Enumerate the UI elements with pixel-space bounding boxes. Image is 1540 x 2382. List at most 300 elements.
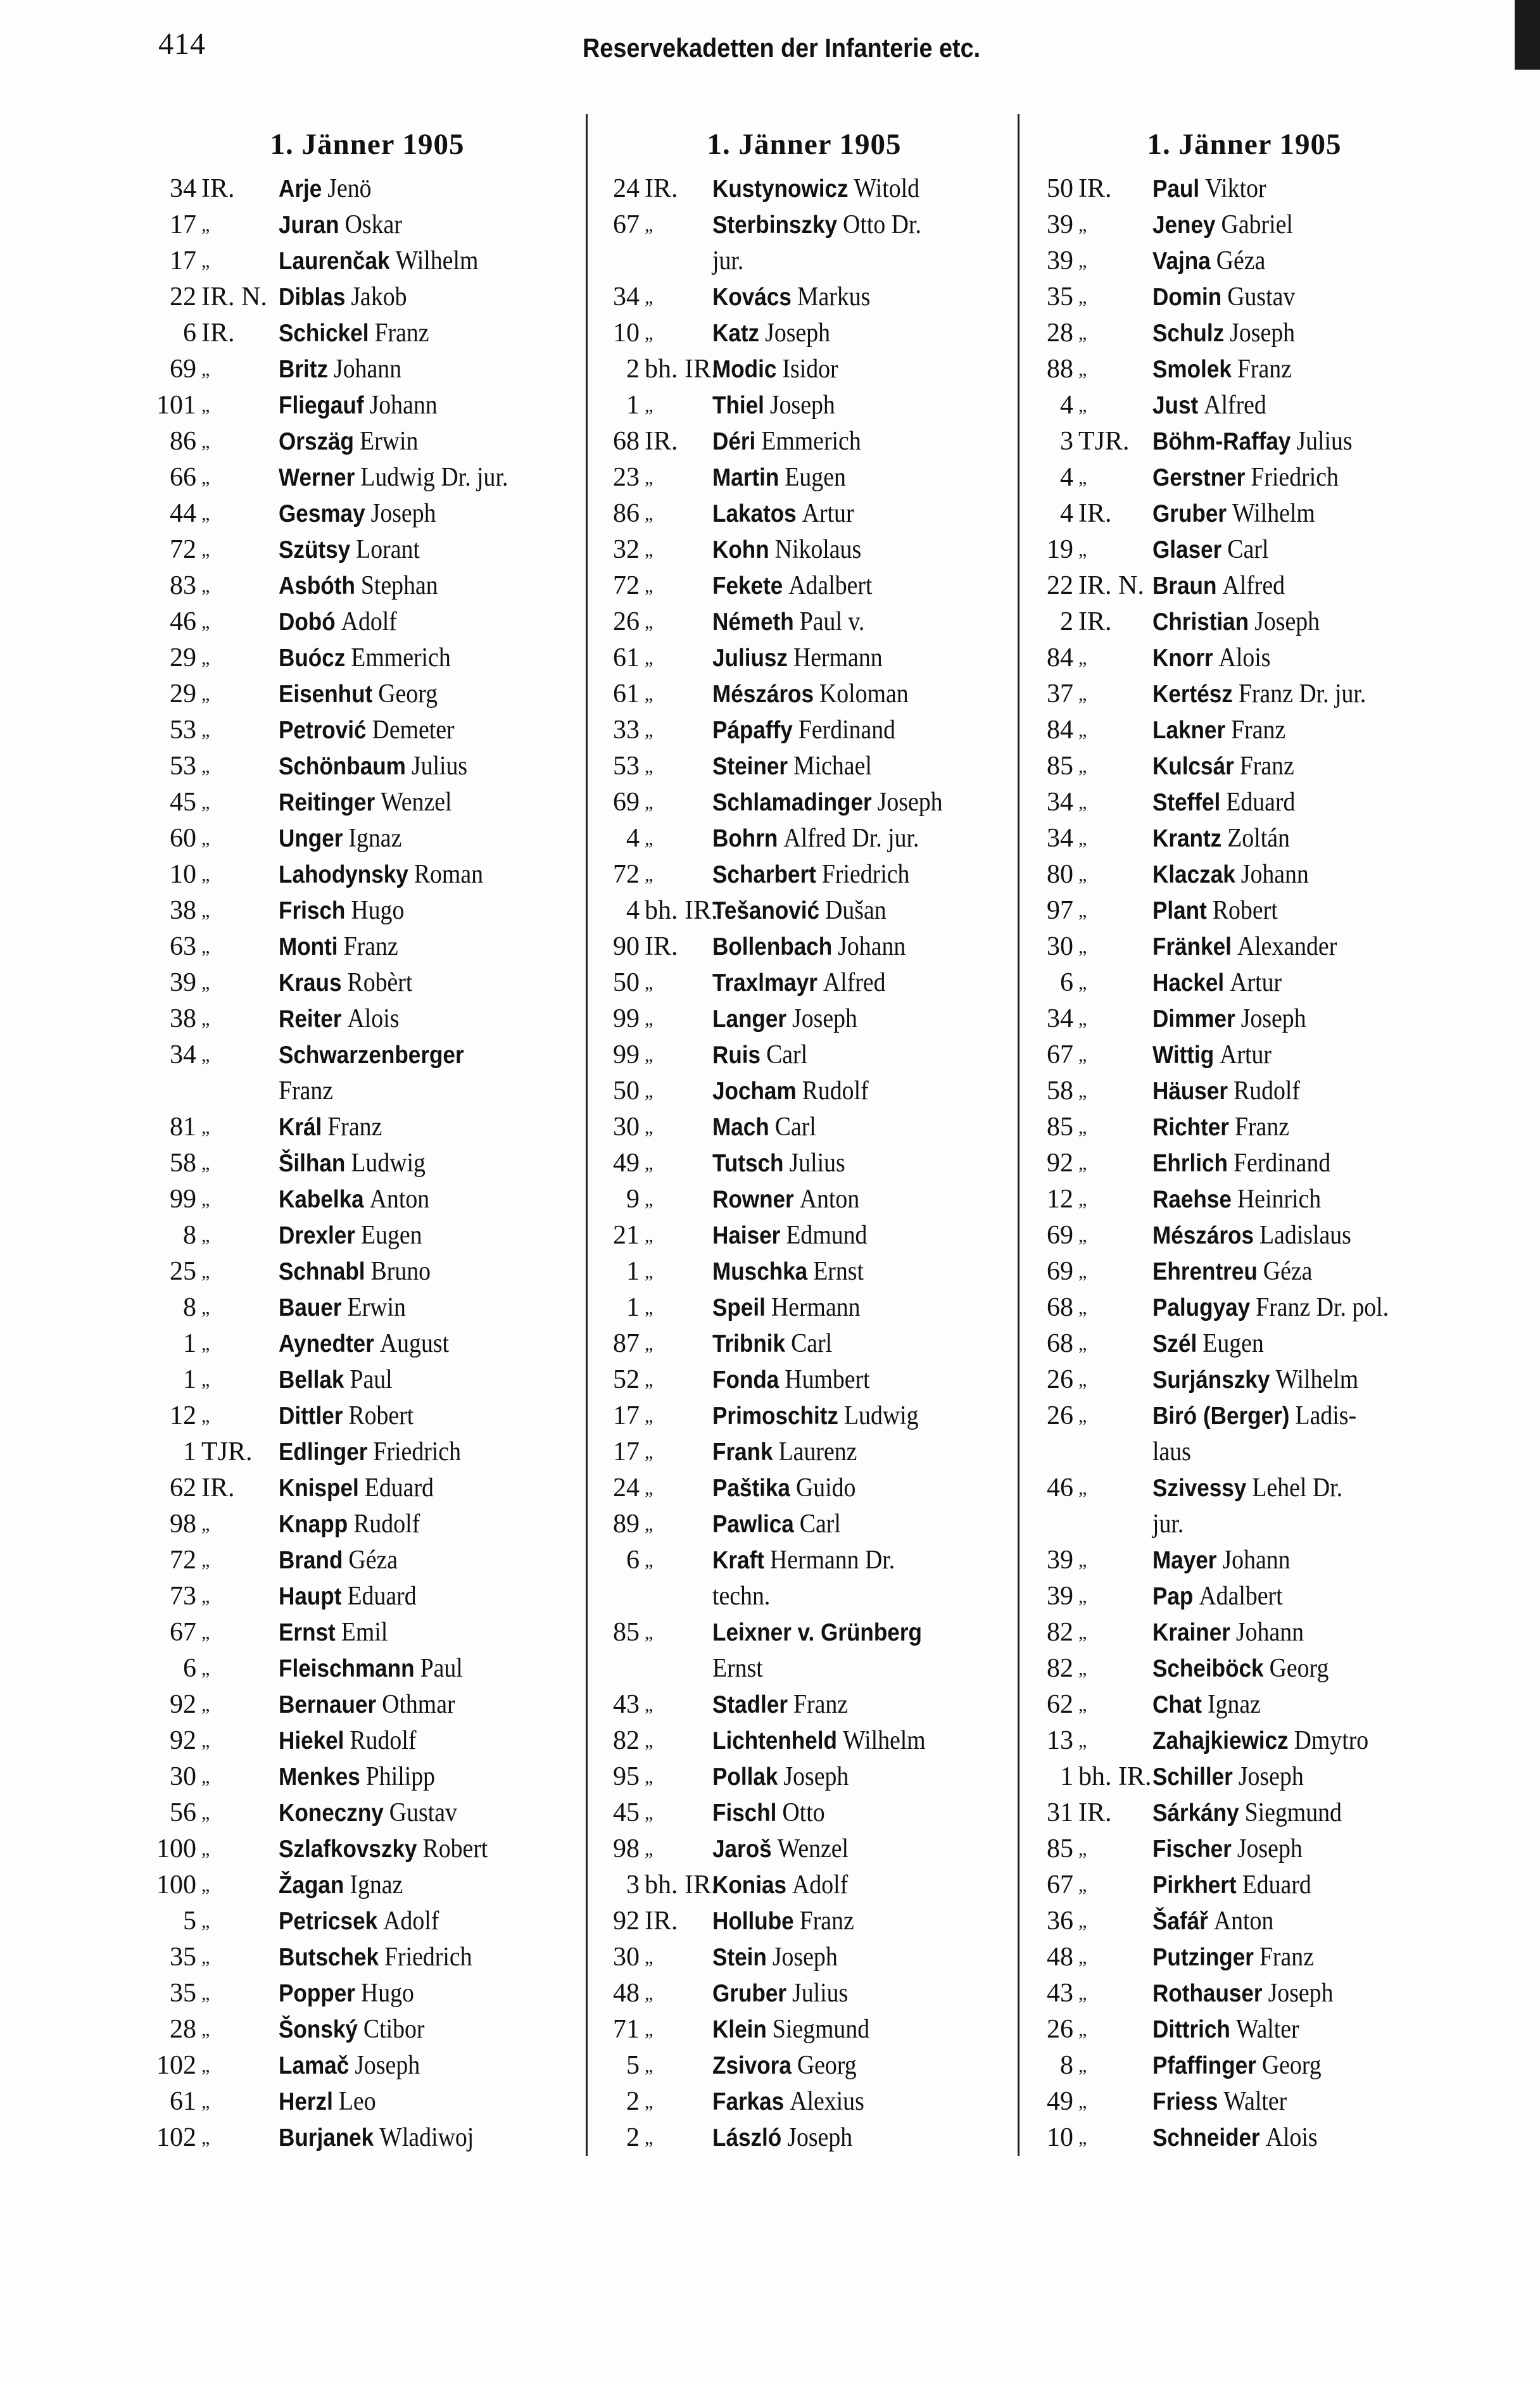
regiment-type: „ — [1078, 1658, 1087, 1679]
cadet-name — [1152, 568, 1285, 604]
entry-row — [152, 532, 583, 568]
entry-row — [1029, 785, 1460, 821]
regiment-type: „ — [201, 395, 210, 416]
regiment-type: „ — [645, 1333, 653, 1354]
surname: Arje — [279, 175, 322, 203]
given-name: Otto Dr. — [843, 210, 921, 239]
entry-row — [1029, 1073, 1460, 1109]
surname: Buócz — [279, 645, 346, 672]
given-name: Lorant — [356, 535, 420, 564]
entry-row — [152, 1037, 583, 1073]
cadet-name — [1152, 748, 1294, 785]
entry-row — [152, 893, 583, 929]
surname: Britz — [279, 356, 329, 383]
cadet-name — [712, 1001, 857, 1037]
cadet-name — [279, 1218, 422, 1254]
given-name: Franz — [1234, 1112, 1290, 1142]
given-name: Paul — [420, 1654, 463, 1683]
surname: Braun — [1152, 572, 1217, 600]
entry-row — [595, 1939, 1013, 1976]
cadet-name — [1152, 1579, 1283, 1615]
cadet-name — [279, 532, 420, 568]
entry-row — [595, 1434, 1013, 1470]
surname: Kertész — [1152, 681, 1233, 708]
cadet-name — [712, 2012, 869, 2048]
cadet-name — [279, 640, 451, 676]
regiment-number: 86 — [613, 499, 640, 528]
regiment-number: 53 — [170, 715, 196, 745]
surname: Kulcsár — [1152, 753, 1234, 780]
given-name: Alfred — [823, 968, 886, 997]
cadet-name — [712, 388, 835, 424]
given-name: Humbert — [785, 1365, 870, 1394]
regiment-type: „ — [201, 1875, 210, 1896]
cadet-name — [1152, 1037, 1272, 1073]
surname: Szivessy — [1152, 1475, 1247, 1502]
regiment-number: 39 — [1047, 1546, 1073, 1575]
cadet-name — [712, 821, 919, 857]
surname: Král — [279, 1114, 322, 1141]
entry-row — [595, 1687, 1013, 1723]
regiment-type: „ — [645, 973, 653, 993]
given-name: Erwin — [347, 1293, 406, 1322]
surname: Schönbaum — [279, 753, 406, 780]
regiment-number: 5 — [183, 1906, 196, 1936]
regiment-type: „ — [645, 1045, 653, 1066]
regiment-type: „ — [201, 1225, 210, 1246]
given-name: Georg — [1261, 2051, 1322, 2080]
regiment-type: „ — [645, 2091, 653, 2112]
regiment-number: 60 — [170, 824, 196, 853]
entry-row — [1029, 1579, 1460, 1615]
given-name: Heinrich — [1237, 1185, 1322, 1214]
regiment-number: 30 — [170, 1762, 196, 1791]
surname: Fleischmann — [279, 1655, 415, 1682]
regiment-type: IR. N. — [201, 282, 267, 312]
regiment-number: 67 — [170, 1618, 196, 1647]
regiment-type: „ — [1078, 323, 1087, 344]
regiment-number: 87 — [613, 1329, 640, 1358]
cadet-name — [1152, 1542, 1291, 1579]
regiment-number: 39 — [170, 968, 196, 997]
regiment-type: „ — [645, 1478, 653, 1499]
given-name: Anton — [1213, 1906, 1274, 1936]
regiment-type: „ — [1078, 1911, 1087, 1932]
column-heading: 1. Jänner 1905 — [270, 128, 465, 161]
entry-list — [1029, 171, 1460, 2156]
cadet-name — [1152, 1939, 1314, 1976]
regiment-type: „ — [645, 1297, 653, 1318]
surname: Fonda — [712, 1366, 779, 1394]
regiment-number: 8 — [1060, 2051, 1073, 2080]
surname: Petricsek — [279, 1908, 378, 1935]
regiment-type: „ — [1078, 287, 1087, 308]
given-name: August — [379, 1329, 450, 1358]
cadet-name — [279, 1001, 399, 1037]
surname: Tribnik — [712, 1330, 786, 1358]
regiment-type: „ — [645, 1550, 653, 1571]
regiment-type: „ — [201, 1153, 210, 1174]
regiment-number: 10 — [170, 860, 196, 889]
entry-row — [1029, 315, 1460, 351]
given-name: Rudolf — [350, 1726, 417, 1755]
entry-row — [152, 1362, 583, 1398]
entry-row — [1029, 1759, 1460, 1795]
given-name: Johann — [1240, 860, 1309, 889]
cadet-name — [712, 424, 861, 460]
given-name: Gustav — [1227, 282, 1296, 312]
regiment-number: 38 — [170, 1004, 196, 1033]
surname: Domin — [1152, 284, 1222, 311]
regiment-number: 100 — [156, 1834, 196, 1863]
regiment-number: 43 — [1047, 1979, 1073, 2008]
surname: Knorr — [1152, 645, 1213, 672]
given-name: Ludwig — [351, 1149, 426, 1178]
given-name: Artur — [1230, 968, 1282, 997]
given-name: Carl — [766, 1040, 808, 1069]
cadet-name — [1152, 785, 1295, 821]
entry-row — [1029, 568, 1460, 604]
given-name: Eduard — [347, 1582, 417, 1611]
cadet-name — [712, 568, 872, 604]
given-name: Joseph — [792, 1004, 857, 1033]
entry-row — [152, 1867, 583, 1903]
entry-row — [152, 1109, 583, 1145]
regiment-type: „ — [1078, 1153, 1087, 1174]
surname: Menkes — [279, 1763, 360, 1791]
given-name: Philipp — [365, 1762, 436, 1791]
given-name: Carl — [774, 1112, 816, 1142]
given-name: Friedrich — [373, 1437, 461, 1466]
entry-row — [152, 1506, 583, 1542]
entry-row — [1029, 351, 1460, 388]
entry-row — [152, 279, 583, 315]
cadet-name — [712, 785, 943, 821]
entry-row — [152, 1145, 583, 1182]
entry-row — [595, 1759, 1013, 1795]
given-name: jur. — [1152, 1509, 1184, 1539]
surname: Bernauer — [279, 1691, 377, 1718]
given-name: Wilhelm — [842, 1726, 926, 1755]
surname: Lakner — [1152, 717, 1226, 744]
cadet-name — [1152, 351, 1292, 388]
given-name: Géza — [348, 1546, 398, 1575]
regiment-type: „ — [1078, 1947, 1087, 1968]
regiment-number: 26 — [1047, 2015, 1073, 2044]
entry-row — [1029, 532, 1460, 568]
regiment-number: 5 — [626, 2051, 640, 2080]
given-name: Franz — [343, 932, 398, 961]
given-name: Adolf — [341, 607, 397, 636]
entry-row — [1029, 424, 1460, 460]
given-name: Demeter — [372, 715, 455, 745]
given-name: Hermann — [793, 643, 883, 672]
surname: Haupt — [279, 1583, 342, 1610]
regiment-type: „ — [1078, 973, 1087, 993]
entry-row — [152, 2120, 583, 2156]
cadet-name — [1152, 207, 1293, 243]
given-name: Ludwig Dr. jur. — [360, 463, 508, 492]
entry-row — [152, 1903, 583, 1939]
regiment-number: 26 — [613, 607, 640, 636]
regiment-type: „ — [201, 756, 210, 777]
given-name: Franz — [1259, 1943, 1314, 1972]
entry-row — [1029, 676, 1460, 712]
regiment-type: „ — [645, 1370, 653, 1390]
regiment-number: 50 — [613, 1076, 640, 1106]
regiment-number: 69 — [170, 355, 196, 384]
given-name: Joseph — [783, 1762, 849, 1791]
entry-row — [1029, 1542, 1460, 1579]
given-name: Rudolf — [1234, 1076, 1301, 1106]
regiment-type: „ — [1078, 359, 1087, 380]
entry-row — [1029, 1831, 1460, 1867]
cadet-name — [712, 1831, 849, 1867]
regiment-number: 4 — [626, 824, 640, 853]
regiment-type: „ — [645, 828, 653, 849]
cadet-name — [712, 1037, 807, 1073]
surname: Dimmer — [1152, 1005, 1235, 1033]
regiment-type: „ — [1078, 648, 1087, 669]
regiment-number: 85 — [613, 1618, 640, 1647]
regiment-type: „ — [1078, 756, 1087, 777]
regiment-number: 81 — [170, 1112, 196, 1142]
cadet-name — [712, 1759, 849, 1795]
entry-row — [152, 1615, 583, 1651]
regiment-type: „ — [201, 1983, 210, 2004]
given-name: Otto — [782, 1798, 825, 1827]
cadet-name — [279, 1254, 431, 1290]
regiment-type: „ — [645, 720, 653, 741]
given-name: Joseph — [772, 1943, 838, 1972]
regiment-number: 6 — [1060, 968, 1073, 997]
given-name: Johann — [1222, 1546, 1291, 1575]
regiment-number: 17 — [170, 210, 196, 239]
cadet-name — [712, 1254, 864, 1290]
regiment-number: 3 — [1060, 427, 1073, 456]
given-name: Eduard — [1242, 1870, 1311, 1900]
given-name: Friedrich — [821, 860, 910, 889]
surname: Dittler — [279, 1402, 343, 1430]
given-name: Joseph — [769, 391, 835, 420]
regiment-type: „ — [201, 1947, 210, 1968]
cadet-name — [712, 1218, 867, 1254]
surname: Thiel — [712, 392, 764, 419]
regiment-type: „ — [645, 1694, 653, 1715]
regiment-number: 2 — [626, 355, 640, 384]
cadet-name — [712, 1290, 861, 1326]
regiment-number: 10 — [613, 318, 640, 348]
entry-row — [152, 712, 583, 748]
regiment-type: „ — [201, 1550, 210, 1571]
entry-row — [152, 1470, 583, 1506]
cadet-name — [279, 279, 407, 315]
regiment-type: „ — [201, 1261, 210, 1282]
given-name: Alfred Dr. jur. — [783, 824, 919, 853]
surname: Unger — [279, 825, 343, 852]
regiment-number: 1 — [626, 391, 640, 420]
given-name: Ladis- — [1295, 1401, 1357, 1430]
given-name: Emil — [341, 1618, 388, 1647]
surname: Ruis — [712, 1042, 761, 1069]
regiment-number: 53 — [613, 752, 640, 781]
surname: Diblas — [279, 284, 346, 311]
regiment-type: „ — [201, 1045, 210, 1066]
cadet-name — [279, 712, 455, 748]
entry-row — [1029, 1398, 1460, 1434]
surname: Orszäg — [279, 428, 354, 455]
regiment-type: „ — [1078, 684, 1087, 705]
cadet-name — [1152, 929, 1337, 965]
entry-row — [1029, 1687, 1460, 1723]
regiment-type: „ — [201, 2127, 210, 2148]
cadet-name — [279, 604, 397, 640]
surname: Pfaffinger — [1152, 2052, 1256, 2079]
surname: Putzinger — [1152, 1944, 1254, 1971]
entry-row — [595, 1182, 1013, 1218]
entry-row — [595, 1109, 1013, 1145]
cadet-name — [712, 315, 830, 351]
regiment-type: TJR. — [1078, 427, 1130, 456]
column-divider-1 — [586, 114, 588, 2156]
entry-row — [1029, 388, 1460, 424]
entry-row — [152, 1939, 583, 1976]
entry-row — [152, 857, 583, 893]
cadet-name — [712, 2120, 852, 2156]
cadet-name — [712, 1362, 870, 1398]
surname: Zsivora — [712, 2052, 792, 2079]
given-name: Lehel Dr. — [1252, 1473, 1343, 1503]
regiment-number: 30 — [1047, 932, 1073, 961]
entry-row — [152, 785, 583, 821]
regiment-type: „ — [201, 864, 210, 885]
given-name: Eduard — [364, 1473, 434, 1503]
cadet-name — [712, 1145, 845, 1182]
regiment-type: „ — [1078, 1586, 1087, 1607]
given-name: Walter — [1223, 2087, 1287, 2116]
cadet-name — [712, 1867, 848, 1903]
given-name: Ludwig — [843, 1401, 919, 1430]
surname: Mészáros — [1152, 1222, 1254, 1249]
regiment-type: „ — [1078, 1081, 1087, 1102]
cadet-name — [712, 1723, 926, 1759]
cadet-name — [1152, 1398, 1356, 1434]
entry-row — [595, 712, 1013, 748]
regiment-type: „ — [1078, 539, 1087, 560]
given-name: Ferdinand — [798, 715, 896, 745]
entry-row — [595, 1073, 1013, 1109]
surname: Burjanek — [279, 2124, 374, 2152]
regiment-number: 85 — [1047, 1834, 1073, 1863]
given-name: Jenö — [327, 174, 372, 203]
cadet-name — [1152, 1615, 1304, 1651]
cadet-name — [712, 1687, 848, 1723]
regiment-type: „ — [645, 756, 653, 777]
regiment-type: „ — [645, 287, 653, 308]
given-name: Franz — [327, 1112, 382, 1142]
cadet-name — [1152, 1218, 1351, 1254]
regiment-number: 62 — [1047, 1690, 1073, 1719]
regiment-type: bh. IR. — [645, 896, 718, 925]
surname: Muschka — [712, 1258, 808, 1285]
given-name: Paul — [350, 1365, 393, 1394]
cadet-name — [279, 748, 467, 785]
entry-row — [1029, 1795, 1460, 1831]
surname: Déri — [712, 428, 756, 455]
cadet-name — [279, 1976, 414, 2012]
cadet-name — [1152, 1434, 1191, 1470]
given-name: Gustav — [389, 1798, 457, 1827]
regiment-type: „ — [201, 900, 210, 921]
regiment-number: 21 — [613, 1221, 640, 1250]
entry-row — [595, 1362, 1013, 1398]
cadet-name — [712, 965, 886, 1001]
regiment-type: „ — [201, 973, 210, 993]
column-1 — [152, 119, 583, 2156]
regiment-type: „ — [201, 1622, 210, 1643]
given-name: Dmytro — [1294, 1726, 1369, 1755]
entry-row — [1029, 496, 1460, 532]
surname: Primoschitz — [712, 1402, 838, 1430]
regiment-number: 49 — [1047, 2087, 1073, 2116]
entry-row — [1029, 929, 1460, 965]
regiment-number: 66 — [170, 463, 196, 492]
entry-row — [152, 965, 583, 1001]
regiment-type: „ — [1078, 467, 1087, 488]
regiment-number: 35 — [170, 1979, 196, 2008]
regiment-number: 49 — [613, 1149, 640, 1178]
given-name: Eugen — [1202, 1329, 1264, 1358]
surname: Smolek — [1152, 356, 1232, 383]
given-name: Franz — [1231, 715, 1286, 745]
entry-row — [152, 2048, 583, 2084]
regiment-number: 67 — [613, 210, 640, 239]
entry-row — [1029, 1506, 1460, 1542]
regiment-number: 44 — [170, 499, 196, 528]
regiment-type: „ — [201, 1658, 210, 1679]
cadet-name — [279, 351, 401, 388]
surname: Zahajkiewicz — [1152, 1727, 1289, 1755]
cadet-name — [1152, 1506, 1183, 1542]
cadet-name — [712, 496, 854, 532]
surname: Hiekel — [279, 1727, 344, 1755]
surname: Herzl — [279, 2088, 333, 2115]
entry-row — [152, 748, 583, 785]
regiment-number: 4 — [1060, 499, 1073, 528]
entry-row — [152, 1723, 583, 1759]
entry-row — [595, 1976, 1013, 2012]
surname: Gerstner — [1152, 464, 1246, 491]
cadet-name — [1152, 1290, 1389, 1326]
cadet-name — [279, 1903, 439, 1939]
regiment-type: „ — [201, 1586, 210, 1607]
surname: Frank — [712, 1439, 773, 1466]
given-name: Artur — [1220, 1040, 1272, 1069]
regiment-number: 2 — [626, 2123, 640, 2152]
entry-row — [595, 1903, 1013, 1939]
given-name: Johann — [334, 355, 402, 384]
regiment-number: 28 — [1047, 318, 1073, 348]
regiment-type: „ — [1078, 1333, 1087, 1354]
surname: Gruber — [1152, 500, 1227, 527]
entry-row — [152, 2012, 583, 2048]
regiment-type: bh. IR. — [1078, 1762, 1152, 1791]
cadet-name — [712, 748, 872, 785]
surname: Knapp — [279, 1511, 348, 1538]
surname: Szütsy — [279, 536, 351, 564]
regiment-number: 92 — [170, 1726, 196, 1755]
entry-row — [1029, 1867, 1460, 1903]
